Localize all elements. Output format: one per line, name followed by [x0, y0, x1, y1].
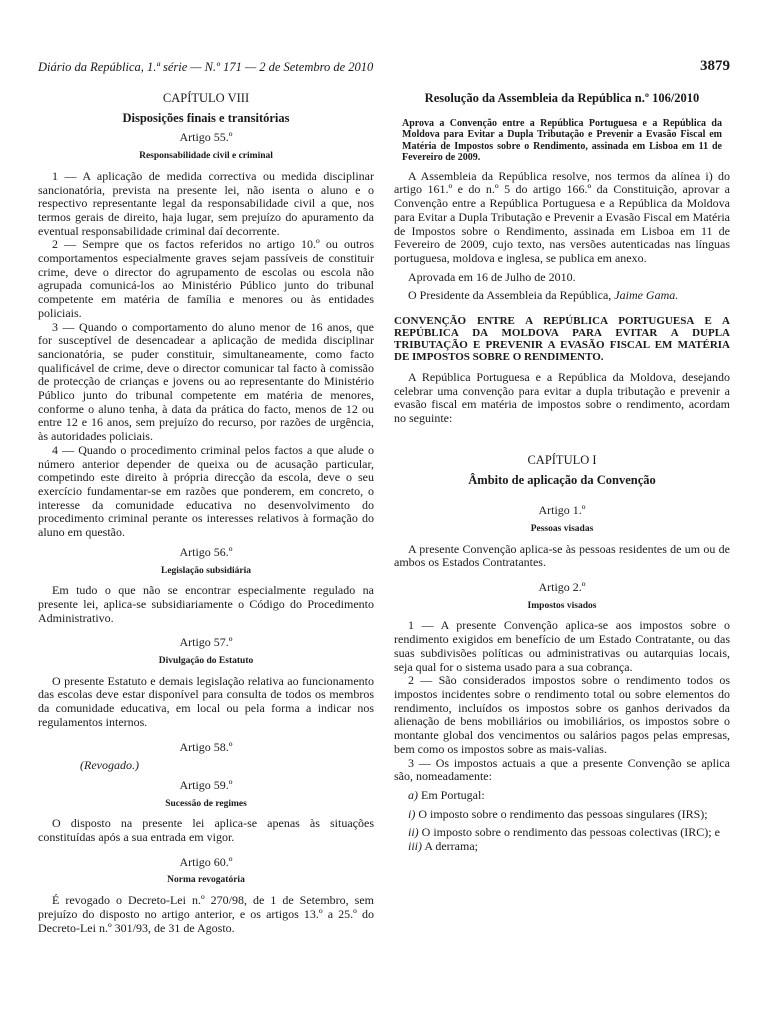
- paragraph: O presente Estatuto e demais legislação relativa ao funcionamento das escolas deve estar disponível para consulta de todos os membros da comunidade educativa, em local ou pela forma a indicar nos regulamentos internos.: [38, 673, 374, 729]
- paragraph: A República Portuguesa e a República da Moldova, desejando celebrar uma convenção para evitar a dupla tributação e prevenir a evasão fiscal em matéria de impostos sobre o rendimento, acordam no seguinte:: [394, 370, 730, 426]
- paragraph: 2 — São considerados impostos sobre o rendimento todos os impostos incidentes sobre o rendimento total ou sobre elementos do rendimento, incluídos os impostos sobre os ganhos derivados da alienação de bens mobiliários ou imobiliários, os impostos sobre o montante global dos vencimentos ou salários pagos pelas empresas, bem como os impostos sobre as mais-valias.: [394, 673, 730, 756]
- list-item: a) Em Portugal:: [408, 787, 485, 802]
- president-label: O Presidente da Assembleia da República,: [408, 288, 612, 303]
- signature-line: [394, 289, 730, 303]
- chapter-heading: CAPÍTULO VIII: [162, 91, 250, 105]
- article-heading: Artigo 57.º: [179, 635, 233, 650]
- paragraph: A presente Convenção aplica-se às pessoas residentes de um ou de ambos os Estados Contratantes.: [394, 541, 730, 570]
- article-title: Divulgação do Estatuto: [158, 656, 254, 667]
- article-heading: Artigo 1.º: [538, 503, 586, 518]
- article-heading: Artigo 2.º: [538, 580, 586, 595]
- chapter-title: Disposições finais e transitórias: [122, 110, 290, 125]
- article-title: Sucessão de regimes: [165, 798, 247, 809]
- approval-date: Aprovada em 16 de Julho de 2010.: [408, 269, 576, 284]
- paragraph: 4 — Quando o procedimento criminal pelos factos a que alude o número anterior depender de queixa ou de acusação particular, competindo este direito à própria direcção da escola, deve o seu exercício fundamentar-se em razões que ponderem, em concreto, o interesse da comunidade educativa no desenvolvimento do procedimento criminal perante os interesses relativos à formação do aluno em questão.: [38, 442, 374, 540]
- chapter-heading: CAPÍTULO I: [527, 452, 597, 467]
- left-column: [38, 92, 374, 935]
- list-item: ii) O imposto sobre o rendimento das pessoas colectivas (IRC); e: [408, 825, 720, 840]
- chapter-title: Âmbito de aplicação da Convenção: [468, 472, 656, 487]
- page-number: 3879: [700, 58, 730, 74]
- paragraph: (Revogado.): [80, 758, 139, 773]
- paragraph: 1 — A presente Convenção aplica-se aos impostos sobre o rendimento exigidos em benefício de um Estado Contratante, ou das suas subdivisões políticas ou administrativas ou autarquias locais, seja qual for o sistema usado para a sua cobrança.: [394, 618, 730, 674]
- list-item: i) O imposto sobre o rendimento das pessoas singulares (IRS);: [408, 806, 708, 821]
- article-heading: Artigo 56.º: [179, 544, 233, 559]
- article-title: Responsabilidade civil e criminal: [139, 151, 273, 162]
- article-heading: Artigo 55.º: [179, 130, 233, 145]
- article-title: Norma revogatória: [167, 875, 245, 886]
- article-title: Impostos visados: [527, 600, 597, 611]
- resolution-summary: Aprova a Convenção entre a República Portuguesa e a República da Moldova para Evitar a Dupla Tributação e Prevenir a Evasão Fiscal em Matéria de Impostos sobre o Rendimento, assinada em Lisboa em 11 de Fevereiro de 2009.: [402, 117, 722, 164]
- article-heading: Artigo 60.º: [179, 854, 233, 869]
- article-title: Pessoas visadas: [530, 523, 594, 534]
- paragraph: Em tudo o que não se encontrar especialmente regulado na presente lei, aplica-se subsidiariamente o Código do Procedimento Administrativo.: [38, 583, 374, 625]
- convention-title: CONVENÇÃO ENTRE A REPÚBLICA PORTUGUESA E A REPÚBLICA DA MOLDOVA PARA EVITAR A DUPLA TRIBUTAÇÃO E PREVENIR A EVASÃO FISCAL EM MATÉRIA DE IMPOSTOS SOBRE O RENDIMENTO.: [394, 315, 730, 364]
- paragraph: 3 — Quando o comportamento do aluno menor de 16 anos, que for susceptível de desencadear a aplicação de medida disciplinar sancionatória, se puder constituir, simultaneamente, como facto qualificável de crime, deve o director comunicar tal facto à comissão de protecção de crianças e jovens ou ao representante do Ministério Público junto do tribunal competente em matéria de menores, conforme o aluno tenha, à data da prática do facto, menos de 12 ou entre 12 e 16 anos, sem prejuízo do recurso, por razões de urgência, às autoridades policiais.: [38, 319, 374, 444]
- paragraph: O disposto na presente lei aplica-se apenas às situações constituídas após a sua entrada em vigor.: [38, 816, 374, 845]
- paragraph: 1 — A aplicação de medida correctiva ou medida disciplinar sancionatória, prevista na presente lei, não isenta o aluno e o respectivo representante legal da responsabilidade civil a que, nos termos gerais de direito, haja lugar, sem prejuízo do apuramento da eventual responsabilidade criminal daí decorrente.: [38, 168, 374, 238]
- right-column: [394, 92, 730, 854]
- list-item: iii) A derrama;: [408, 839, 478, 854]
- paragraph: É revogado o Decreto-Lei n.º 270/98, de 1 de Setembro, sem prejuízo do disposto no artigo anterior, e os artigos 13.º a 25.º do Decreto-Lei n.º 301/93, de 31 de Agosto.: [38, 893, 374, 935]
- paragraph: 3 — Os impostos actuais a que a presente Convenção se aplica são, nomeadamente:: [394, 755, 730, 784]
- article-heading: Artigo 59.º: [179, 777, 233, 792]
- resolution-title: Resolução da Assembleia da República n.º 106/2010: [424, 91, 700, 105]
- article-heading: Artigo 58.º: [179, 739, 233, 754]
- article-title: Legislação subsidiária: [161, 565, 251, 576]
- paragraph: A Assembleia da República resolve, nos termos da alínea i) do artigo 161.º e do n.º 5 do artigo 166.º da Constituição, aprovar a Convenção entre a República Portuguesa e a República da Moldova para Evitar a Dupla Tributação e Prevenir a Evasão Fiscal em Matéria de Impostos sobre o Rendimento, assinada em Lisboa em 11 de Fevereiro de 2009, cujo texto, nas versões autenticadas nas línguas portuguesa, moldova e inglesa, se publica em anexo.: [394, 168, 730, 265]
- paragraph: 2 — Sempre que os factos referidos no artigo 10.º ou outros comportamentos especialmente graves sejam passíveis de constituir crime, deve o director do agrupamento de escolas ou escola não agrupada comunicá-los ao Ministério Público junto do tribunal competente em matéria de família e menores ou às entidades policiais.: [38, 237, 374, 320]
- journal-reference: Diário da República, 1.ª série — N.º 171 — 2 de Setembro de 2010: [38, 60, 374, 74]
- page-header: [38, 60, 730, 82]
- president-name: Jaime Gama.: [614, 288, 679, 303]
